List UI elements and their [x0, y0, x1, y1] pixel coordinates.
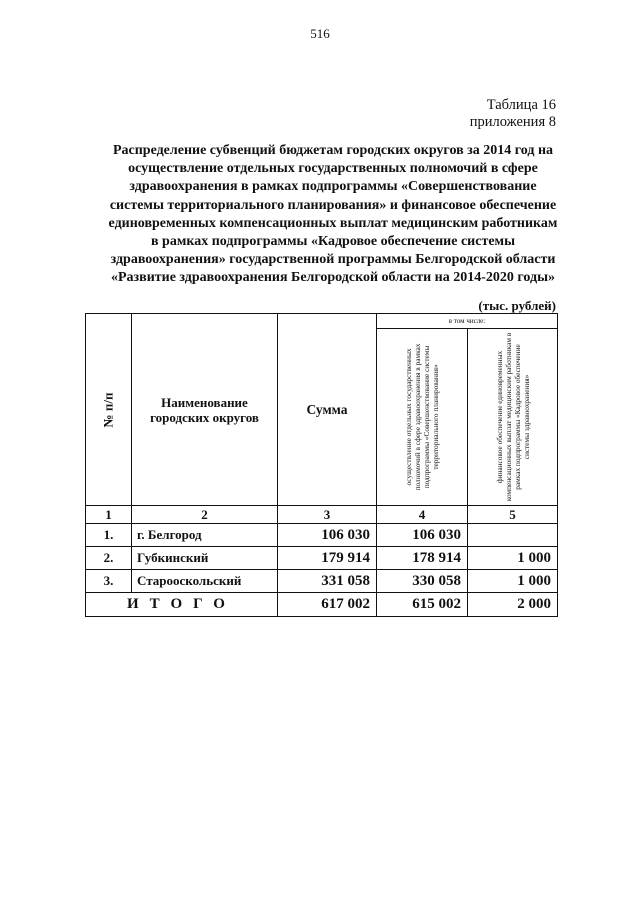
title-line: единовременных компенсационных выплат медицинским работникам [108, 215, 558, 231]
header-name-line2: городских округов [150, 409, 259, 425]
row-col5 [468, 524, 558, 547]
table-row [86, 570, 558, 593]
total-col5: 2 000 [468, 593, 558, 617]
title-line: осуществление отдельных государственных полномочий в сфере [128, 161, 538, 177]
document-title [86, 142, 580, 288]
index-cell: 1 [86, 506, 132, 524]
row-col5: 1 000 [468, 547, 558, 570]
index-cell: 4 [377, 506, 468, 524]
header-num [86, 314, 132, 506]
title-line: «Развитие здравоохранения Белгородской области на 2014-2020 годы» [110, 270, 556, 286]
header-col4-text: осуществление отдельных государственных полномочий в сфере здравоохранения в рамках подпрограммы «Совершенствование системы территориального планирования» [404, 343, 440, 491]
header-col5-text: финансовое обеспечение единовременных компенсационных выплат медицинским работникам в рамках подпрограммы «Кадровое обеспечение системы здравоохранения» [494, 332, 531, 502]
header-name [132, 314, 278, 506]
row-name: Старооскольский [132, 570, 278, 593]
row-col5: 1 000 [468, 570, 558, 593]
title-line: системы территориального планирования» и финансовое обеспечение [109, 197, 557, 213]
row-sum: 179 914 [278, 547, 377, 570]
units-label: (тыс. рублей) [478, 298, 556, 313]
title-line: Распределение субвенций бюджетам городских округов за 2014 год на [112, 143, 554, 158]
row-col4: 330 058 [377, 570, 468, 593]
subsidy-table [85, 313, 558, 617]
header-col4 [377, 329, 468, 506]
index-cell: 2 [132, 506, 278, 524]
row-name: Губкинский [132, 547, 278, 570]
total-sum: 617 002 [278, 593, 377, 617]
row-num: 1. [86, 524, 132, 547]
header-name-line1: Наименование [161, 394, 248, 410]
table-reference [470, 97, 556, 131]
total-label: ИТОГО [86, 593, 278, 617]
header-col5 [468, 329, 558, 506]
header-num-text: № п/п [100, 392, 116, 427]
header-sum: Сумма [278, 314, 377, 506]
title-line: в рамках подпрограммы «Кадровое обеспечение системы [151, 234, 515, 250]
index-cell: 5 [468, 506, 558, 524]
row-col4: 178 914 [377, 547, 468, 570]
total-col4: 615 002 [377, 593, 468, 617]
row-col4: 106 030 [377, 524, 468, 547]
title-line: здравоохранения» государственной программы Белгородской области [110, 252, 556, 268]
row-sum: 331 058 [278, 570, 377, 593]
table-row [86, 524, 558, 547]
title-line: здравоохранения в рамках подпрограммы «Совершенствование [129, 179, 537, 195]
total-row [86, 593, 558, 617]
row-sum: 106 030 [278, 524, 377, 547]
table-ref-line1: Таблица 16 [486, 97, 556, 113]
row-name: г. Белгород [132, 524, 278, 547]
table-row [86, 547, 558, 570]
index-row [86, 506, 558, 524]
header-including: в том числе: [377, 314, 558, 329]
header-row [86, 314, 558, 329]
table-ref-line2: приложения 8 [469, 114, 556, 130]
page-number: 516 [310, 26, 330, 41]
row-num: 2. [86, 547, 132, 570]
row-num: 3. [86, 570, 132, 593]
index-cell: 3 [278, 506, 377, 524]
